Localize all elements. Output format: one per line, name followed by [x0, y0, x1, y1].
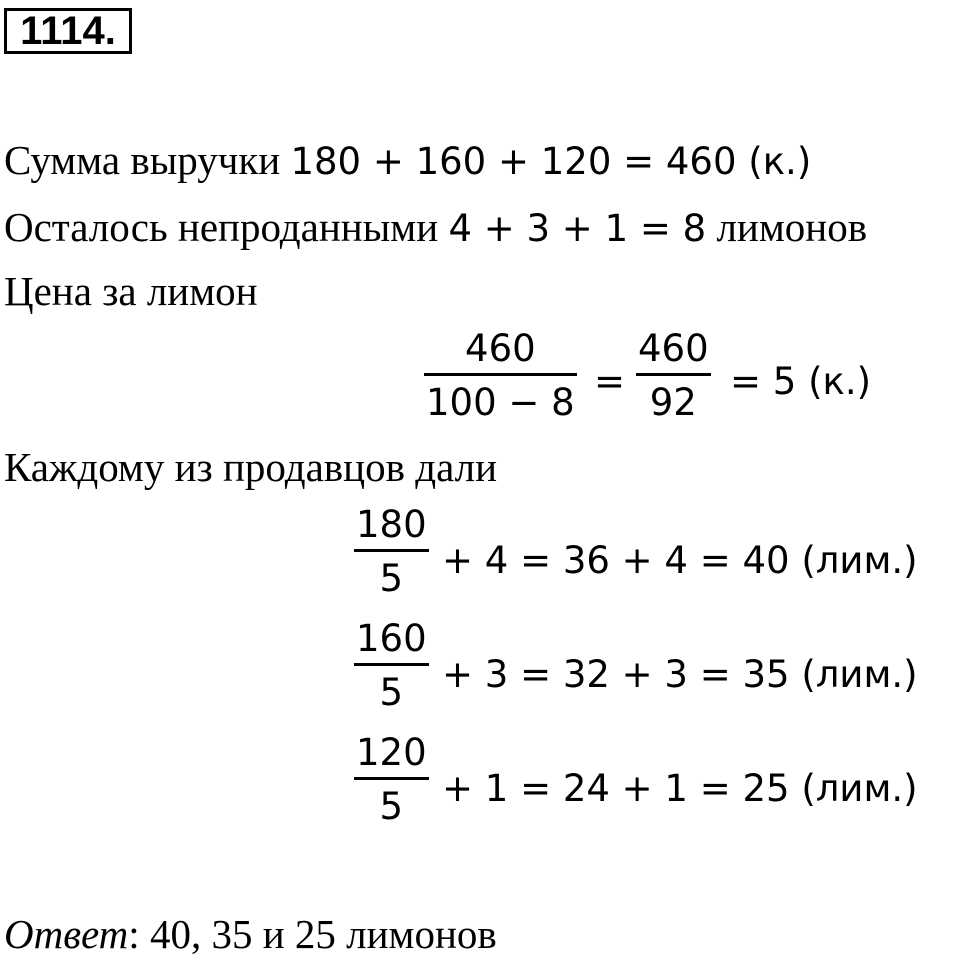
- unsold-expression: 4 + 3 + 1 = 8: [448, 207, 707, 250]
- price-fraction-1-numerator: 460: [465, 327, 536, 370]
- price-fraction-2-denominator: 92: [649, 381, 697, 424]
- seller-3-fraction: [354, 731, 429, 828]
- answer-colon: :: [128, 911, 140, 957]
- revenue-text: Сумма выручки: [4, 137, 281, 183]
- fraction-bar: [354, 777, 429, 780]
- answer-label: Ответ: [4, 911, 129, 957]
- unsold-unit: лимонов: [716, 204, 868, 250]
- answer-line: [4, 911, 497, 957]
- revenue-line: [4, 137, 812, 183]
- sellers-heading: Каждому из продавцов дали: [4, 444, 498, 490]
- fraction-bar: [424, 373, 577, 376]
- fraction-bar: [354, 663, 429, 666]
- seller-1-expression: + 4 = 36 + 4 = 40 (лим.): [442, 539, 918, 582]
- price-result: = 5 (к.): [730, 360, 872, 403]
- seller-1-numerator: 180: [356, 503, 427, 546]
- unsold-line: [4, 204, 868, 250]
- seller-2-denominator: 5: [379, 671, 404, 714]
- seller-2-expression: + 3 = 32 + 3 = 35 (лим.): [442, 653, 918, 696]
- seller-1-denominator: 5: [379, 557, 404, 600]
- seller-2-numerator: 160: [356, 617, 427, 660]
- seller-3-expression: + 1 = 24 + 1 = 25 (лим.): [442, 767, 918, 810]
- seller-3-numerator: 120: [356, 731, 427, 774]
- unsold-text: Осталось непроданными: [4, 204, 439, 250]
- price-fraction-2-numerator: 460: [638, 327, 709, 370]
- seller-1-fraction: [354, 503, 429, 600]
- problem-number: 1114.: [4, 8, 132, 54]
- fraction-bar: [636, 373, 711, 376]
- price-fraction-1-denominator: 100 − 8: [426, 381, 575, 424]
- seller-3-denominator: 5: [379, 785, 404, 828]
- seller-2-fraction: [354, 617, 429, 714]
- fraction-bar: [354, 549, 429, 552]
- price-fraction-2: [636, 327, 711, 424]
- price-heading: Цена за лимон: [4, 268, 258, 314]
- price-equals: =: [594, 360, 626, 403]
- price-fraction-1: [424, 327, 577, 424]
- revenue-expression: 180 + 160 + 120 = 460 (к.): [290, 140, 812, 183]
- answer-text: 40, 35 и 25 лимонов: [139, 911, 497, 957]
